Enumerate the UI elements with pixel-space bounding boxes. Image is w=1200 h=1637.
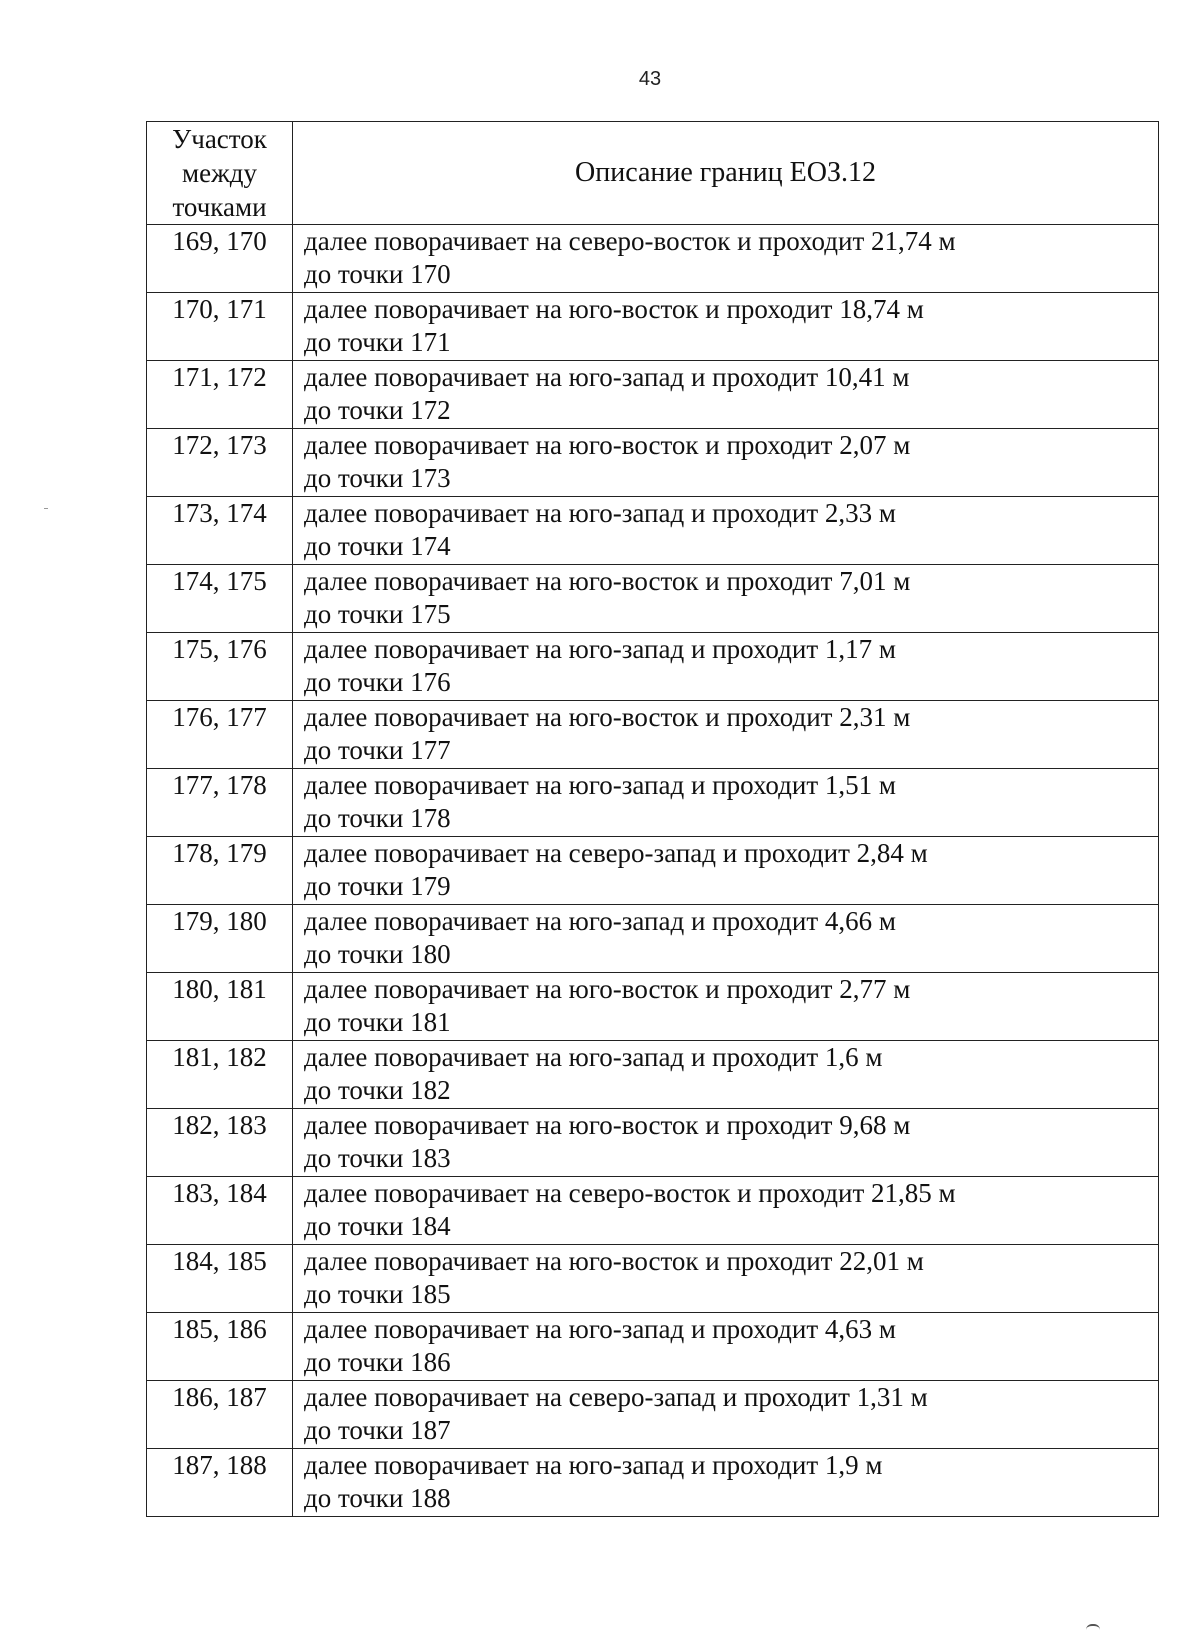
table-row [147,837,1159,905]
description-line: далее поворачивает на северо-запад и проходит 1,31 м [304,1382,928,1412]
description-line: до точки 174 [304,531,451,561]
table-row [147,1313,1159,1381]
description-cell [293,361,1159,429]
segment-cell: 180, 181 [147,973,293,1041]
description-line: далее поворачивает на северо-восток и проходит 21,85 м [304,1178,956,1208]
segment-cell: 170, 171 [147,293,293,361]
segment-column-header [147,122,293,225]
description-line: далее поворачивает на юго-восток и проходит 18,74 м [304,294,924,324]
segment-cell: 171, 172 [147,361,293,429]
segment-header-line: между [182,158,257,188]
description-line: до точки 170 [304,259,451,289]
segment-cell: 187, 188 [147,1449,293,1517]
scan-edge-mark [44,508,48,509]
description-line: далее поворачивает на юго-запад и проходит 4,63 м [304,1314,896,1344]
segment-cell: 175, 176 [147,633,293,701]
description-cell [293,1449,1159,1517]
description-cell [293,1381,1159,1449]
description-line: далее поворачивает на юго-восток и проходит 2,31 м [304,702,911,732]
description-line: до точки 186 [304,1347,451,1377]
description-line: до точки 177 [304,735,451,765]
description-cell [293,701,1159,769]
description-line: до точки 187 [304,1415,451,1445]
segment-header-line: точками [172,192,267,222]
table-row [147,1041,1159,1109]
table-row [147,769,1159,837]
scan-corner-mark [1086,1624,1100,1630]
description-cell [293,497,1159,565]
description-line: до точки 172 [304,395,451,425]
description-cell [293,293,1159,361]
segment-cell: 186, 187 [147,1381,293,1449]
description-line: далее поворачивает на юго-восток и проходит 2,07 м [304,430,911,460]
description-line: до точки 182 [304,1075,451,1105]
boundary-table [146,121,1159,1517]
description-cell [293,769,1159,837]
segment-header-line: Участок [172,124,267,154]
description-cell [293,1041,1159,1109]
description-cell [293,1245,1159,1313]
description-line: далее поворачивает на юго-запад и проходит 10,41 м [304,362,910,392]
segment-cell: 174, 175 [147,565,293,633]
description-line: до точки 180 [304,939,451,969]
table-row [147,1109,1159,1177]
description-line: далее поворачивает на юго-восток и проходит 9,68 м [304,1110,911,1140]
table-row [147,497,1159,565]
description-line: до точки 171 [304,327,451,357]
description-column-header: Описание границ ЕОЗ.12 [293,122,1159,225]
description-cell [293,837,1159,905]
description-line: до точки 183 [304,1143,451,1173]
description-cell [293,565,1159,633]
table-row [147,633,1159,701]
table-row [147,701,1159,769]
description-cell [293,633,1159,701]
description-line: далее поворачивает на юго-запад и проходит 1,51 м [304,770,896,800]
segment-cell: 176, 177 [147,701,293,769]
segment-cell: 182, 183 [147,1109,293,1177]
table-row [147,1449,1159,1517]
description-cell [293,973,1159,1041]
segment-cell: 185, 186 [147,1313,293,1381]
segment-cell: 181, 182 [147,1041,293,1109]
description-line: до точки 185 [304,1279,451,1309]
table-header-row [147,122,1159,225]
segment-cell: 169, 170 [147,225,293,293]
description-line: до точки 178 [304,803,451,833]
description-line: далее поворачивает на юго-восток и проходит 22,01 м [304,1246,924,1276]
description-line: далее поворачивает на юго-восток и проходит 7,01 м [304,566,911,596]
description-line: до точки 184 [304,1211,451,1241]
description-line: до точки 173 [304,463,451,493]
description-line: до точки 181 [304,1007,451,1037]
table-row [147,905,1159,973]
segment-cell: 173, 174 [147,497,293,565]
segment-cell: 177, 178 [147,769,293,837]
table-row [147,225,1159,293]
page-number: 43 [638,68,662,90]
table-row [147,565,1159,633]
description-line: до точки 179 [304,871,451,901]
description-line: до точки 188 [304,1483,451,1513]
description-cell [293,1177,1159,1245]
description-cell [293,905,1159,973]
segment-cell: 179, 180 [147,905,293,973]
segment-cell: 172, 173 [147,429,293,497]
table-row [147,361,1159,429]
description-cell [293,1109,1159,1177]
description-line: далее поворачивает на юго-запад и проходит 1,17 м [304,634,896,664]
description-line: далее поворачивает на юго-запад и проходит 4,66 м [304,906,896,936]
description-cell [293,225,1159,293]
table-row [147,973,1159,1041]
table-row [147,1381,1159,1449]
description-line: далее поворачивает на юго-восток и проходит 2,77 м [304,974,911,1004]
description-line: далее поворачивает на юго-запад и проходит 1,9 м [304,1450,883,1480]
description-line: до точки 176 [304,667,451,697]
segment-cell: 178, 179 [147,837,293,905]
table-row [147,429,1159,497]
description-line: далее поворачивает на северо-восток и проходит 21,74 м [304,226,956,256]
description-line: далее поворачивает на северо-запад и проходит 2,84 м [304,838,928,868]
table-body [147,225,1159,1517]
table-row [147,293,1159,361]
description-cell [293,1313,1159,1381]
description-line: далее поворачивает на юго-запад и проходит 2,33 м [304,498,896,528]
table-row [147,1245,1159,1313]
table-row [147,1177,1159,1245]
description-cell [293,429,1159,497]
description-line: до точки 175 [304,599,451,629]
segment-cell: 184, 185 [147,1245,293,1313]
description-line: далее поворачивает на юго-запад и проходит 1,6 м [304,1042,883,1072]
segment-cell: 183, 184 [147,1177,293,1245]
